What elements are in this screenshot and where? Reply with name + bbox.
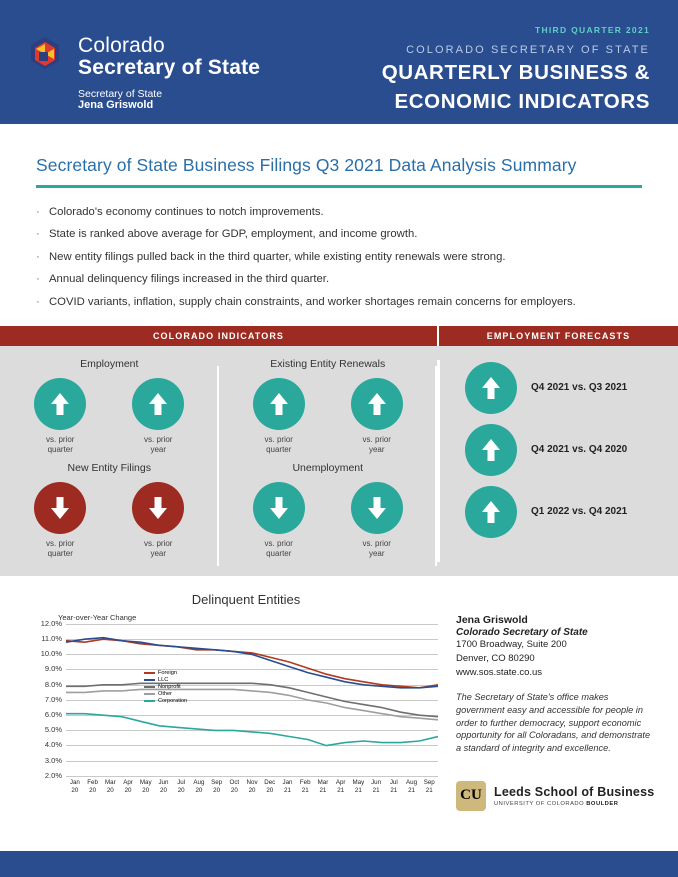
leeds-title: Leeds School of Business [494,784,655,799]
chart-x-tick-label: Sep 21 [423,778,435,794]
chart-legend-item [144,691,187,697]
chart-y-tick-label: 2.0% [44,770,62,780]
colorado-indicators-panel [0,346,437,576]
chart-y-tick-label: 8.0% [44,679,62,689]
arrow-down-icon [351,482,403,534]
contact-panel [452,592,678,844]
indicator-item [340,482,414,560]
indicator-item [121,482,195,560]
page-header [0,0,678,124]
indicator-group-existing-entity-renewals [219,358,438,456]
chart-x-tick-label: Feb 20 [87,778,98,794]
chart-y-tick-label: 4.0% [44,740,62,750]
indicator-group-title: New Entity Filings [67,461,151,474]
chart-y-tick-label: 3.0% [44,755,62,765]
chart-x-tick-label: Feb 21 [299,778,311,794]
chart-plot-area [40,618,438,780]
contact-address-line-2: Denver, CO 80290 [456,652,535,664]
indicator-group-new-entity-filings [0,462,219,560]
legend-swatch-icon [144,679,155,681]
arrow-up-icon [132,378,184,430]
indicator-caption-2: year [150,549,167,559]
indicator-caption-2: year [368,549,385,559]
chart-y-tick-label: 7.0% [44,694,62,704]
chart-y-tick-label: 12.0% [40,618,62,628]
list-item [36,226,642,242]
arrow-up-icon [465,424,517,476]
bullet-dot: · [36,250,40,263]
chart-title: Delinquent Entities [191,591,301,607]
indicator-caption-2: year [150,445,167,455]
indicator-item [23,378,97,456]
chart-x-tick-label: May 20 [139,778,152,794]
header-org: COLORADO SECRETARY OF STATE [406,43,650,56]
bullet-dot: · [36,273,40,286]
indicator-circles [0,378,219,456]
bullet-text: Annual delinquency filings increased in the third quarter. [49,273,330,286]
chart-x-tick-label: May 21 [352,778,365,794]
forecast-row [437,424,678,476]
indicators-section [0,346,678,576]
logo-line-3: Secretary of State [78,87,163,100]
chart-x-tick-label: Dec 20 [264,778,276,794]
summary-section [0,129,678,310]
legend-swatch-icon [144,693,155,695]
indicator-caption-1: vs. prior [46,434,75,444]
contact-role: Colorado Secretary of State [456,626,588,638]
chart-x-tick-label: Aug 20 [193,778,205,794]
legend-label: Other [158,690,172,697]
header-quarter: THIRD QUARTER 2021 [534,24,650,35]
indicator-item [121,378,195,456]
legend-swatch-icon [144,672,155,674]
chart-gridline [66,776,438,777]
bullet-dot: · [36,206,40,218]
arrow-down-icon [34,482,86,534]
legend-label: LLC [158,676,169,683]
chart-x-tick-label: Oct 20 [229,778,240,794]
title-underline [36,185,642,188]
contact-website[interactable]: www.sos.state.co.us [456,666,543,678]
list-item [36,204,642,220]
arrow-up-icon [253,378,305,430]
indicator-caption-1: vs. prior [362,434,391,444]
chart-x-tick-label: Sep 20 [211,778,223,794]
indicator-circles [0,482,219,560]
indicator-item [242,482,316,560]
colorado-logo-icon [22,35,68,81]
arrow-down-icon [132,482,184,534]
chart-y-tick-label: 11.0% [41,634,62,644]
contact-address-line-1: 1700 Broadway, Suite 200 [456,638,567,650]
header-title-line-1: QUARTERLY BUSINESS & [381,60,650,84]
indicator-caption-1: vs. prior [144,434,173,444]
chart-x-tick-label: Jul 21 [389,778,398,794]
list-item [36,294,642,310]
indicator-caption-1: vs. prior [264,434,293,444]
indicator-item [23,482,97,560]
indicator-circles [219,378,438,456]
forecast-label: Q1 2022 vs. Q4 2021 [531,506,628,518]
chart-y-tick-label: 10.0% [40,649,62,659]
chart-line-foreign [66,639,438,688]
indicator-column-right [219,358,438,576]
indicator-caption-2: quarter [266,445,292,455]
logo-line-2: Secretary of State [78,55,261,79]
arrow-up-icon [465,362,517,414]
chart-x-tick-label: Jan 21 [282,778,293,794]
chart-y-tick-label: 9.0% [44,664,62,674]
indicator-group-employment [0,358,219,456]
forecast-label: Q4 2021 vs. Q3 2021 [531,382,628,394]
chart-x-tick-label: Mar 20 [104,778,116,794]
header-title-block [340,11,678,114]
logo-line-4: Jena Griswold [78,99,154,112]
chart-x-tick-label: Mar 21 [317,778,329,794]
banner-colorado-indicators: COLORADO INDICATORS [0,326,437,346]
header-branding [0,13,340,112]
list-item [36,271,642,287]
chart-y-axis-label: Year-over-Year Change [58,612,137,622]
indicator-caption-2: quarter [47,445,73,455]
indicator-group-title: Employment [80,357,139,370]
chart-line-llc [66,638,438,688]
indicator-caption-2: quarter [47,549,73,559]
list-item [36,249,642,265]
indicator-caption-1: vs. prior [144,538,173,548]
chart-legend [144,670,187,705]
leeds-subtitle-pre: UNIVERSITY OF COLORADO [494,800,587,807]
page-footer [0,851,678,877]
chart-legend-item [144,677,187,683]
chart-legend-item [144,670,187,676]
bullet-text: Colorado's economy continues to notch improvements. [49,206,324,218]
logo-wordmark [78,35,260,112]
leeds-logo [456,781,656,811]
chart-line-corporation [66,714,438,746]
chart-y-tick-label: 6.0% [44,710,62,720]
bullet-dot: · [36,228,40,241]
legend-label: Foreign [158,669,177,676]
chart-x-tick-label: Apr 21 [335,778,346,794]
arrow-up-icon [34,378,86,430]
chart-x-tick-label: Jun 20 [158,778,169,794]
cu-mark-icon: CU [456,781,486,811]
forecast-row [437,362,678,414]
chart-x-tick-label: Aug 21 [406,778,418,794]
header-title-line-2: ECONOMIC INDICATORS [394,89,650,113]
bullet-text: COVID variants, inflation, supply chain constraints, and worker shortages remain concerns for employers. [49,295,576,308]
bullet-text: State is ranked above average for GDP, employment, and income growth. [49,228,418,241]
indicator-caption-1: vs. prior [264,538,293,548]
chart-x-tick-label: Nov 20 [246,778,258,794]
employment-forecasts-panel [437,346,678,576]
chart-x-tick-label: Jul 20 [177,778,186,794]
section-banner [0,326,678,346]
indicator-group-unemployment [219,462,438,560]
indicator-caption-2: year [368,445,385,455]
bullet-dot: · [36,295,40,308]
indicator-item [242,378,316,456]
chart-line-other [66,689,438,719]
chart-series-lines [66,624,438,776]
leeds-subtitle-bold: BOULDER [586,800,619,807]
legend-label: Corporation [158,697,188,704]
mission-statement: The Secretary of State's office makes government easy and accessible for people in order to further democracy, support economic opportunity for all Coloradans, and demonstrate a standard of integrity and excellence. [456,692,651,754]
chart-x-ticks [66,779,438,795]
chart-x-tick-label: Jan 20 [69,778,80,794]
banner-employment-forecasts: EMPLOYMENT FORECASTS [437,326,678,346]
page-title: Secretary of State Business Filings Q3 2021 Data Analysis Summary [36,155,577,175]
arrow-down-icon [253,482,305,534]
indicator-circles [219,482,438,560]
contact-name: Jena Griswold [456,613,528,626]
logo-line-1: Colorado [78,33,165,57]
indicator-caption-2: quarter [266,549,292,559]
indicator-column-left [0,358,219,576]
forecast-row [437,486,678,538]
legend-label: Nonprofit [158,683,181,690]
chart-panel [0,592,452,844]
bullet-text: New entity filings pulled back in the third quarter, while existing entity renewals were strong. [49,250,506,263]
forecast-label: Q4 2021 vs. Q4 2020 [531,444,628,456]
chart-line-nonprofit [66,683,438,716]
arrow-up-icon [465,486,517,538]
arrow-up-icon [351,378,403,430]
legend-swatch-icon [144,700,155,702]
leeds-subtitle [494,801,654,807]
chart-x-tick-label: Jun 21 [371,778,382,794]
indicator-group-title: Existing Entity Renewals [270,357,386,370]
chart-y-tick-label: 5.0% [44,725,62,735]
legend-swatch-icon [144,686,155,688]
indicator-caption-1: vs. prior [46,538,75,548]
chart-legend-item [144,698,187,704]
summary-bullet-list [36,204,642,310]
indicator-item [340,378,414,456]
lower-section [0,576,678,844]
chart-legend-item [144,684,187,690]
indicator-caption-1: vs. prior [362,538,391,548]
chart-x-tick-label: Apr 20 [123,778,133,794]
indicator-group-title: Unemployment [292,461,364,474]
